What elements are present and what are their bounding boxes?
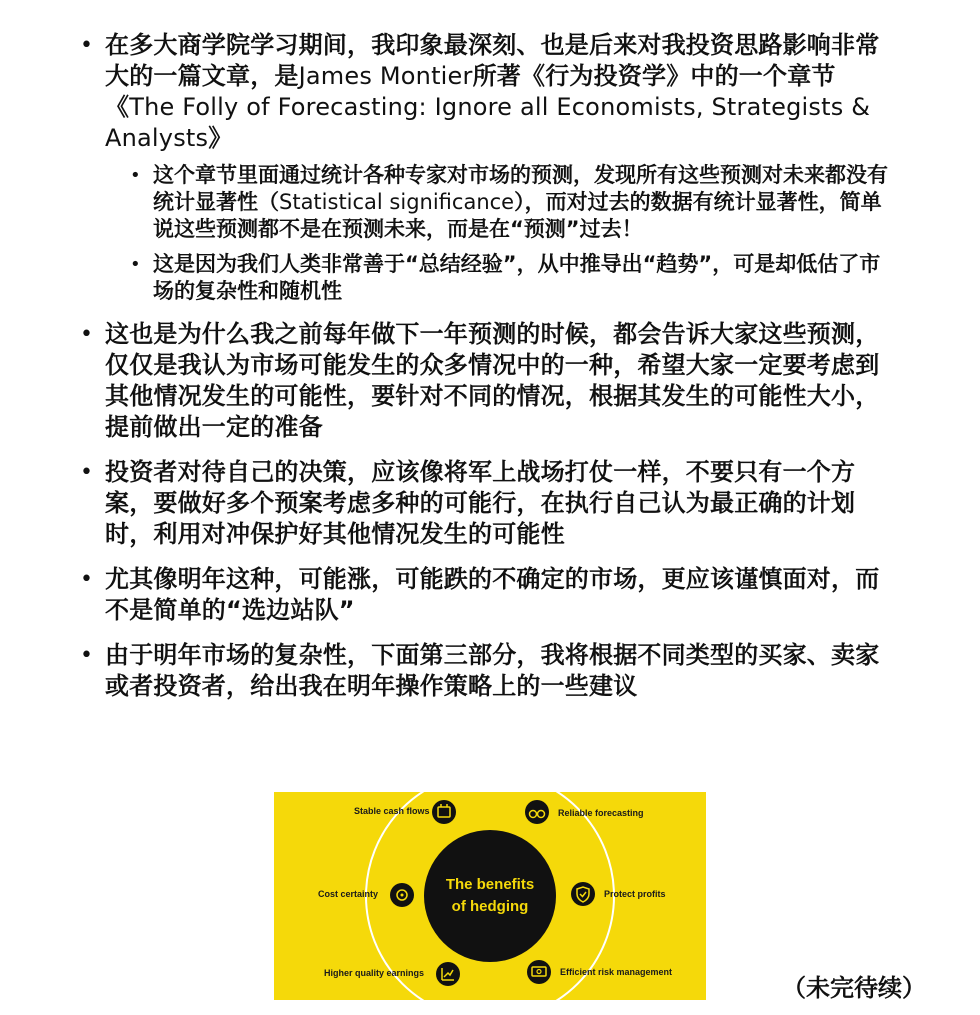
hedging-benefits-graphic bbox=[274, 792, 706, 1000]
sub-bullet-text: 这是因为我们人类非常善于“总结经验”，从中推导出“趋势”，可是却低估了市场的复杂性和随机性 bbox=[153, 252, 881, 303]
list-item bbox=[80, 457, 900, 550]
bullet-text: 在多大商学院学习期间，我印象最深刻、也是后来对我投资思路影响非常大的一篇文章，是James Montier所著《行为投资学》中的一个章节《The Folly of Forecasting: Ignore all Economists, Strategists & Analysts》 bbox=[105, 31, 880, 152]
money-icon bbox=[527, 960, 551, 984]
bullet-dot: • bbox=[130, 165, 141, 186]
bullet-text: 投资者对待自己的决策，应该像将军上战场打仗一样，不要只有一个方案，要做好多个预案考虑多种的可能行，在执行自己认为最正确的计划时，利用对冲保护好其他情况发生的可能性 bbox=[105, 458, 856, 548]
bullet-dot: • bbox=[130, 254, 141, 275]
sub-list-item bbox=[130, 251, 900, 305]
list-item bbox=[80, 564, 900, 626]
cash-icon bbox=[432, 800, 456, 824]
bullet-dot: • bbox=[80, 33, 93, 58]
label-stable-cash-flows: Stable cash flows bbox=[354, 806, 430, 816]
binoculars-icon bbox=[525, 800, 549, 824]
shield-check-icon bbox=[571, 882, 595, 906]
bullet-text: 由于明年市场的复杂性，下面第三部分，我将根据不同类型的买家、卖家或者投资者，给出我在明年操作策略上的一些建议 bbox=[105, 641, 880, 700]
label-cost-certainty: Cost certainty bbox=[318, 889, 379, 899]
to-be-continued-note: （未完待续） bbox=[782, 974, 926, 1002]
bullet-dot: • bbox=[80, 322, 93, 347]
bullet-dot: • bbox=[80, 567, 93, 592]
label-protect-profits: Protect profits bbox=[604, 889, 666, 899]
bullet-text: 尤其像明年这种，可能涨，可能跌的不确定的市场，更应该谨慎面对，而不是简单的“选边站队” bbox=[105, 565, 880, 624]
label-higher-quality-earnings: Higher quality earnings bbox=[324, 968, 425, 978]
list-item bbox=[80, 319, 900, 443]
bullet-dot: • bbox=[80, 643, 93, 668]
sub-list-item bbox=[130, 162, 900, 243]
label-reliable-forecasting: Reliable forecasting bbox=[558, 808, 644, 818]
bullet-dot: • bbox=[80, 460, 93, 485]
bullet-text: 这也是为什么我之前每年做下一年预测的时候，都会告诉大家这些预测，仅仅是我认为市场可能发生的众多情况中的一种，希望大家一定要考虑到其他情况发生的可能性，要针对不同的情况，根据其发生的可能性大小，提前做出一定的准备 bbox=[105, 320, 880, 441]
diagram-center-title: The benefits of hedging bbox=[445, 876, 535, 915]
list-item bbox=[80, 30, 900, 305]
sub-bullet-text: 这个章节里面通过统计各种专家对市场的预测，发现所有这些预测对未来都没有统计显著性（Statistical significance），而对过去的数据有统计显著性，简单说这些预测都不是在预测未来，而是在“预测”过去！ bbox=[153, 163, 888, 241]
bullet-list bbox=[80, 30, 900, 702]
sub-bullet-list bbox=[105, 162, 900, 305]
target-icon bbox=[390, 883, 414, 907]
list-item bbox=[80, 640, 900, 702]
article-content bbox=[80, 30, 900, 716]
label-efficient-risk-management: Efficient risk management bbox=[560, 967, 673, 977]
chart-up-icon bbox=[436, 962, 460, 986]
